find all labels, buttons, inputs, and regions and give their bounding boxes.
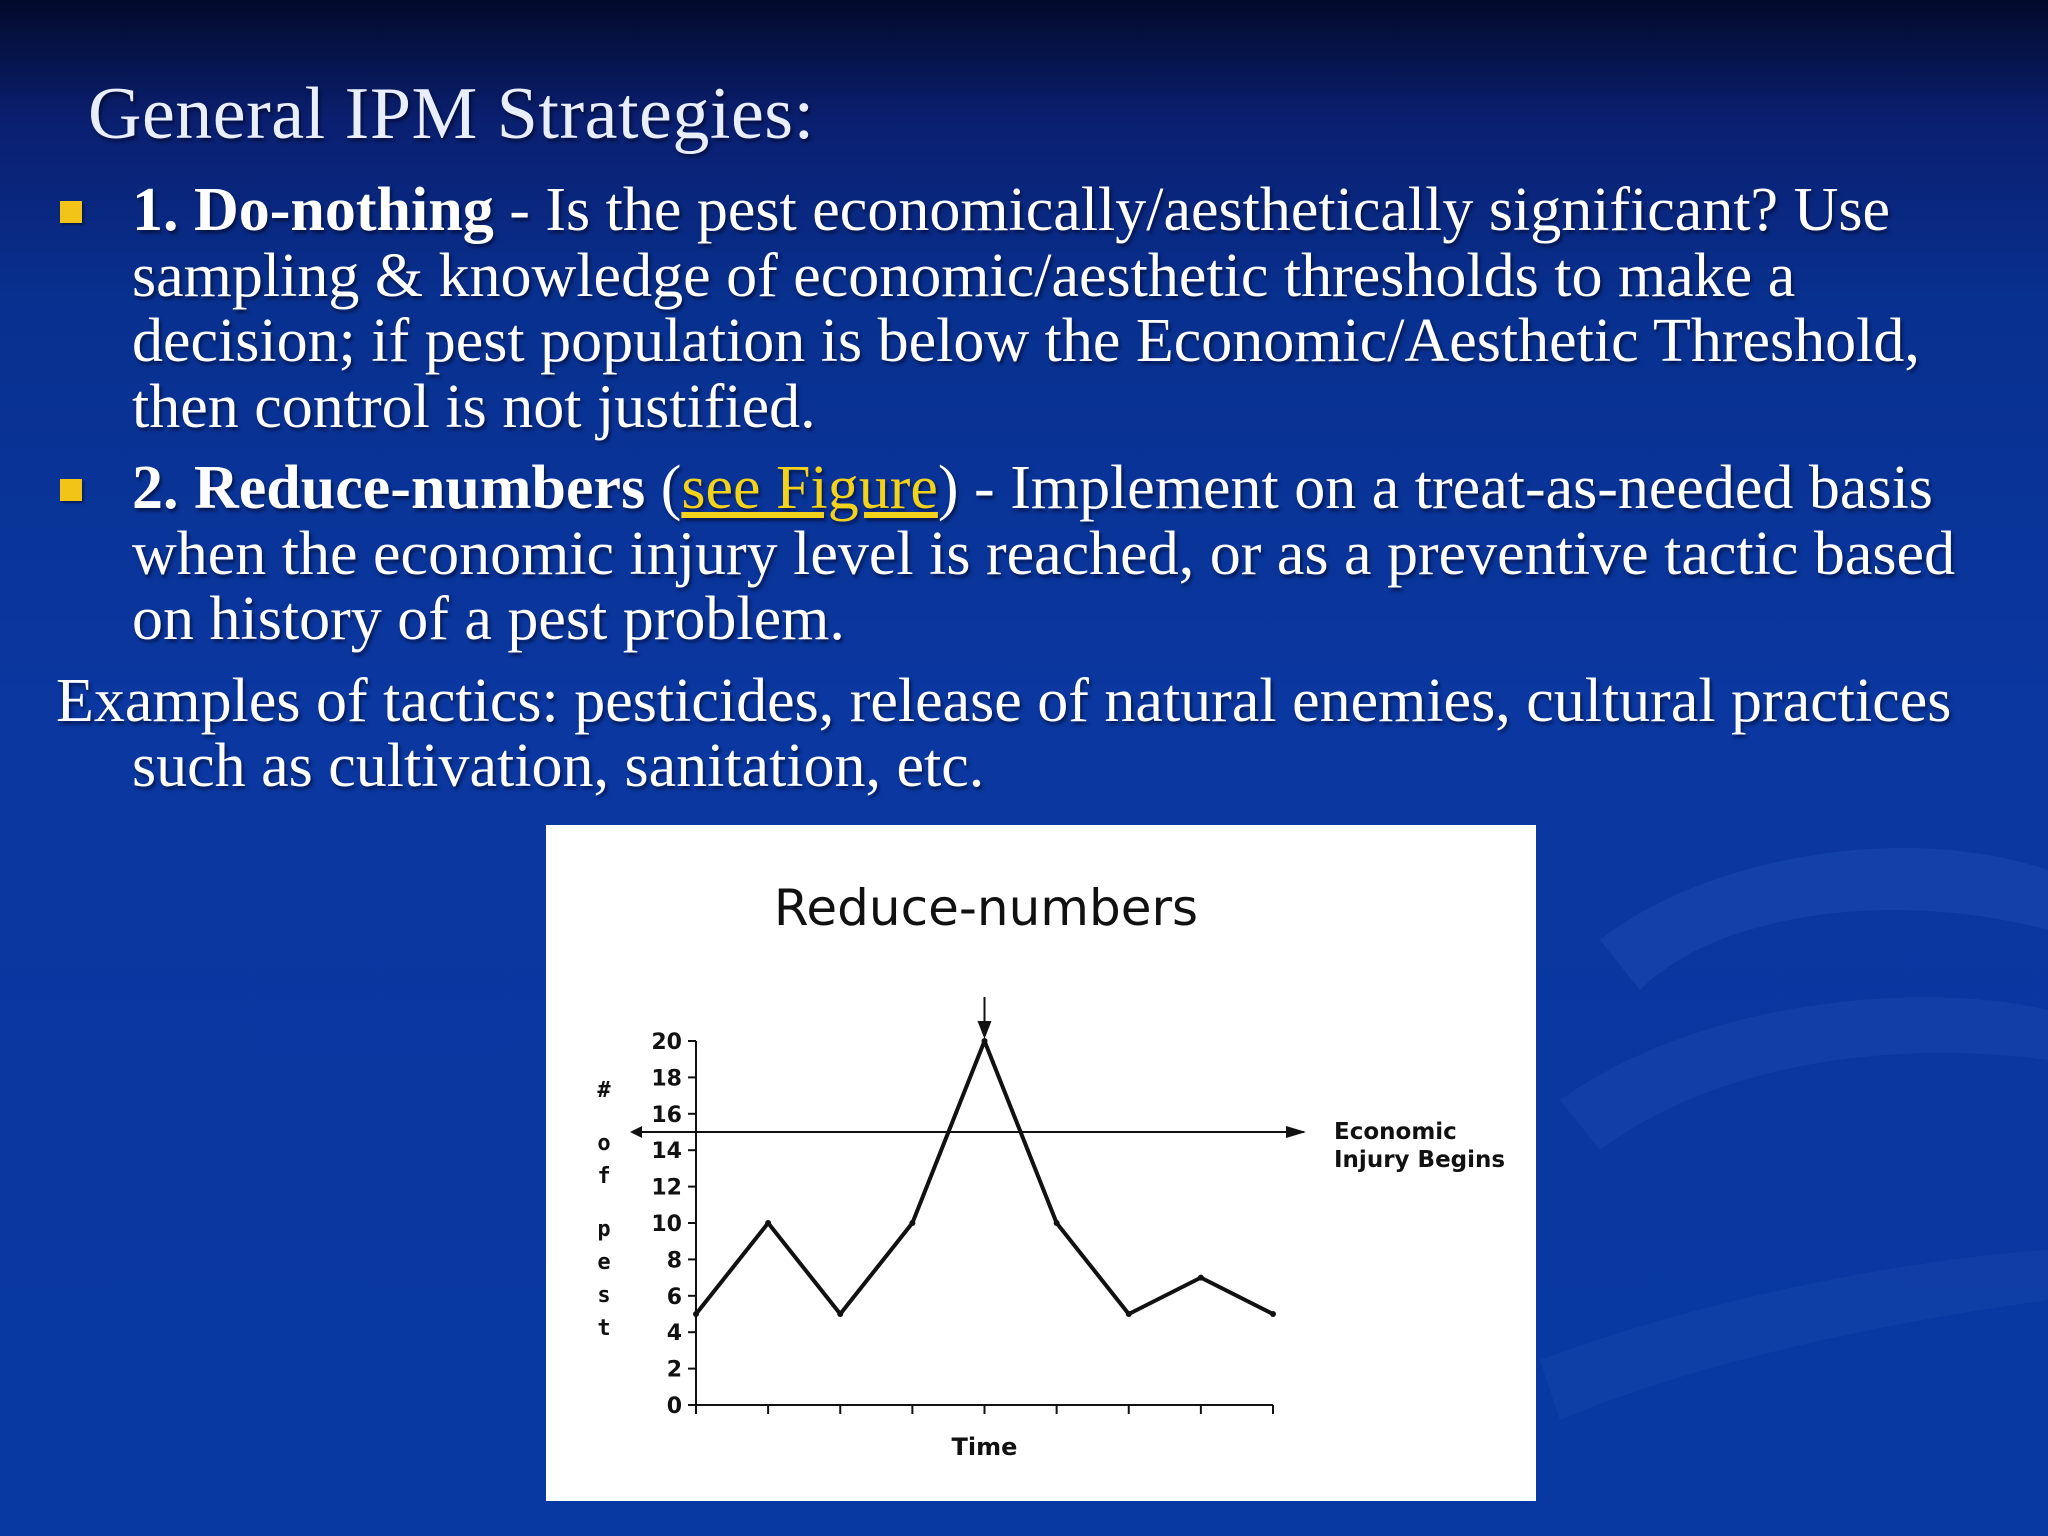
y-tick-label: 8 xyxy=(666,1248,682,1274)
left-arrow-icon xyxy=(630,1126,642,1138)
threshold-label: Injury Begins xyxy=(1334,1147,1506,1173)
y-tick-label: 12 xyxy=(651,1175,682,1201)
data-point xyxy=(982,1038,988,1044)
y-tick-label: 16 xyxy=(651,1102,682,1128)
y-label-char: # xyxy=(597,1078,611,1103)
data-point xyxy=(1198,1275,1204,1281)
reduce-numbers-chart xyxy=(546,825,1536,1501)
y-label-char: p xyxy=(597,1217,611,1242)
right-arrow-icon xyxy=(1286,1126,1306,1138)
slide-body xyxy=(56,178,2016,800)
threshold-label: Economic xyxy=(1334,1119,1457,1145)
data-point xyxy=(765,1220,771,1226)
bullet-heading: 2. Reduce-numbers xyxy=(132,454,646,522)
y-tick-label: 20 xyxy=(651,1030,682,1055)
examples-paragraph: Examples of tactics: pesticides, release of natural enemies, cultural practices such as cultivation, sanitation, etc. xyxy=(56,666,1952,800)
y-tick-label: 0 xyxy=(666,1394,682,1419)
down-arrow-icon xyxy=(978,1021,992,1039)
square-bullet-icon xyxy=(60,479,82,501)
chart-title: Reduce-numbers xyxy=(773,879,1199,937)
data-point xyxy=(1126,1311,1132,1317)
data-point xyxy=(837,1311,843,1317)
x-axis-label: Time xyxy=(951,1433,1018,1461)
y-axis-label xyxy=(597,1078,611,1341)
reduce-numbers-figure xyxy=(546,825,1536,1501)
data-point xyxy=(1270,1311,1276,1317)
y-tick-label: 18 xyxy=(651,1066,682,1092)
y-label-char: o xyxy=(597,1131,611,1156)
data-points xyxy=(693,1038,1276,1317)
x-axis-ticks xyxy=(696,1405,1273,1414)
y-label-char: t xyxy=(597,1316,611,1341)
bullet-text: - Is the pest economically/aesthetically significant? Use sampling & knowledge of economic/aesthetic thresholds to make a decision; if pest population is below the Economic/Aesthetic Threshold, then control is not justified. xyxy=(132,176,1920,441)
pest-population-line xyxy=(696,1041,1273,1314)
data-point xyxy=(1054,1220,1060,1226)
y-tick-label: 10 xyxy=(651,1212,682,1237)
y-axis-ticks xyxy=(651,1030,696,1419)
slide-title: General IPM Strategies: xyxy=(88,73,815,155)
y-label-char: f xyxy=(597,1164,611,1189)
bullet-do-nothing xyxy=(56,178,2016,440)
data-point xyxy=(909,1220,915,1226)
y-label-char: s xyxy=(597,1283,611,1308)
bullet-reduce-numbers xyxy=(56,456,2016,653)
data-point xyxy=(693,1311,699,1317)
square-bullet-icon xyxy=(60,201,82,223)
y-tick-label: 6 xyxy=(666,1284,682,1310)
y-label-char: e xyxy=(597,1250,611,1275)
y-tick-label: 4 xyxy=(666,1321,682,1347)
bullet-heading: 1. Do-nothing xyxy=(132,176,494,244)
see-figure-link[interactable]: see Figure xyxy=(681,454,938,522)
bullet-pre-link: ( xyxy=(645,454,682,522)
bullet-text: ) - Implement on a treat-as-needed basis when the economic injury level is reached, or as a preventive tactic based on history of a pest problem. xyxy=(132,454,1956,653)
y-tick-label: 14 xyxy=(651,1139,682,1165)
y-tick-label: 2 xyxy=(666,1357,682,1383)
